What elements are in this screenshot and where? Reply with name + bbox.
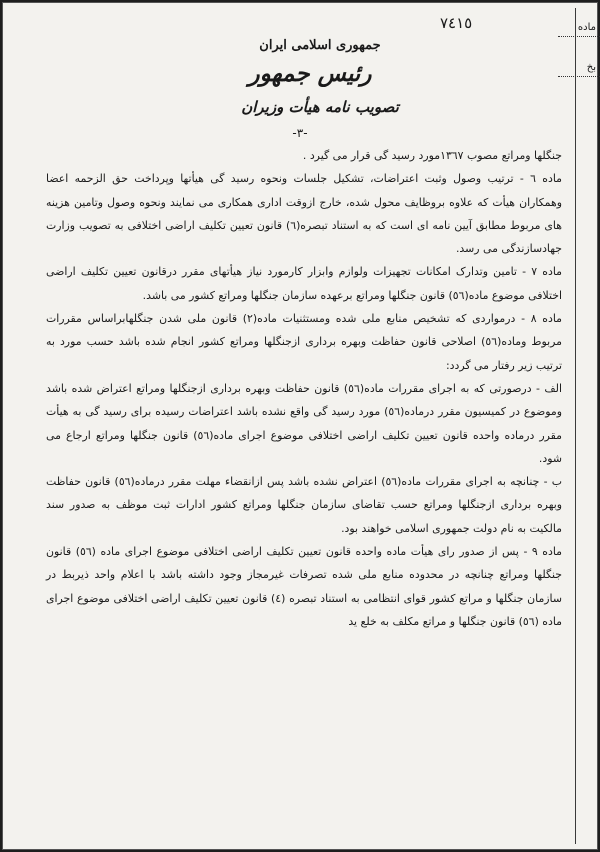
paragraph-clause-alef: الف - درصورتی که به اجرای مقررات ماده(٥٦) قانون حفاظت وبهره برداری ازجنگلها ومراتع اعتراض شده باشد وموضوع در کمیسیون مقرر درماده(٥٦) مورد رسید گی واقع نشده باشد اعتراضات رسیده برای رسید گی به هیأت مقرر درماده واحده قانون تعیین تکلیف اراضی اختلافی موضوع اجرای ماده(٥٦) قانون جنگلها ومراتع ارجاع می شود. xyxy=(46,381,563,465)
paragraph-article-6: ماده ٦ - ترتیب وصول وثبت اعتراضات، تشکیل جلسات ونحوه رسید گی هیأتها وپرداخت حق الزحمه اعضا وهمکاران هیأت که علاوه بروظایف محول شده، خارج ازوقت اداری همکاری می نمایند ونحوه وصول وتامین هزینه های مربوط مطابق آیین نامه ای است که به استناد تبصره(٦) قانون تعیین تکلیف اراضی اختلافی به تصویب وزارت جهادسازندگی می رسد. xyxy=(46,172,562,256)
document-body xyxy=(46,144,562,633)
paragraph-article-7: ماده ٧ - تامین وتدارک امکانات تجهیزات ولوازم وابزار کارمورد نیاز هیأتهای مقرر درقانون تعیین تکلیف اراضی اختلافی موضوع ماده(٥٦) قانون جنگلها ومراتع برعهده سازمان جنگلها ومراتع کشور می باشد. xyxy=(46,265,562,302)
header-republic: جمهوری اسلامی ایران xyxy=(259,38,381,53)
paragraph-article-8: ماده ٨ - درمواردی که تشخیص منابع ملی شده ومستثنیات ماده(٢) قانون ملی شدن جنگلهابراساس مقررات مربوط وماده(٥٦) اصلاحی قانون حفاظت وبهره برداری ازجنگلها ومراتع کشور انجام شده باشد حسب مورد به ترتیب زیر رفتار می گردد: xyxy=(46,312,563,372)
margin-label-article: ماده xyxy=(577,22,596,33)
header-president: رئیس جمهور xyxy=(248,60,372,87)
document-number: ٧٤١٥ xyxy=(440,14,473,32)
paragraph: جنگلها ومراتع مصوب ١٣٦٧مورد رسید گی قرار می گیرد . xyxy=(302,149,562,162)
margin-label-section: بخ xyxy=(586,62,596,73)
header-cabinet-approval: تصویب نامه هیأت وزیران xyxy=(241,98,399,116)
margin-divider xyxy=(558,36,600,37)
paragraph-article-9: ماده ٩ - پس از صدور رای هیأت ماده واحده قانون تعیین تکلیف اراضی اختلافی موضوع اجرای ماده (٥٦) قانون جنگلها ومراتع چنانچه در محدوده منابع ملی شده تصرفات غیرمجاز وجود داشته باشد با اعلام واحد ذیربط در سازمان جنگلها و مراتع کشور قوای انتظامی به استناد تبصره (٤) قانون تعیین تکلیف اراضی اختلافی موضوع اجرای ماده (٥٦) قانون جنگلها و مراتع مکلف به خلع ید xyxy=(46,545,563,628)
page-number: -٣- xyxy=(292,126,308,140)
paragraph-clause-be: ب - چنانچه به اجرای مقررات ماده(٥٦) اعتراض نشده باشد پس ازانقضاء مهلت مقرر درماده(٥٦) قانون حفاظت وبهره برداری ازجنگلها ومراتع حسب تقاضای سازمان جنگلها ومراتع کشور ادارات ثبت موظف به صدور سند مالکیت به نام دولت جمهوری اسلامی خواهند بود. xyxy=(46,475,562,535)
